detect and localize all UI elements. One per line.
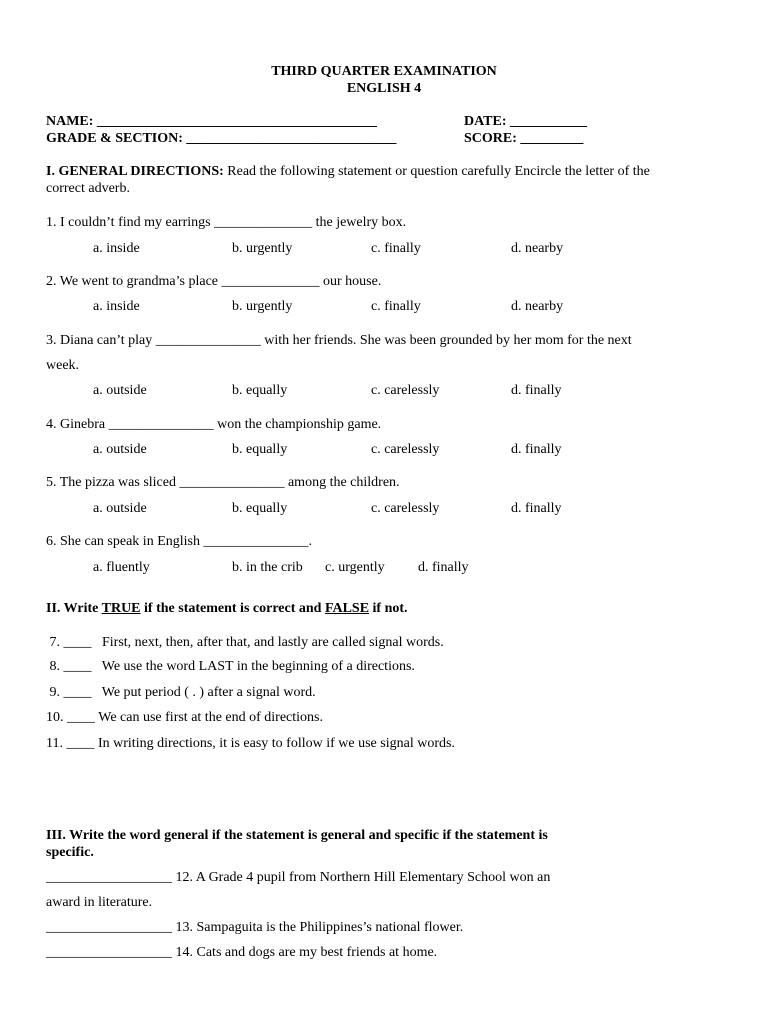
choice-3b[interactable]: b. equally — [232, 383, 288, 398]
false-word: FALSE — [324, 601, 370, 616]
choice-5c[interactable]: c. carelessly — [371, 501, 440, 516]
choice-4d[interactable]: d. finally — [511, 442, 562, 457]
part3-heading-cont: specific. — [46, 845, 94, 860]
statement-12[interactable]: __________________ 12. A Grade 4 pupil from Northern Hill Elementary School won an — [46, 870, 551, 885]
choice-1a[interactable]: a. inside — [93, 241, 140, 256]
choice-3d[interactable]: d. finally — [511, 383, 562, 398]
part1-directions-cont: correct adverb. — [46, 181, 130, 196]
question-4: 4. Ginebra _______________ won the championship game. — [46, 417, 382, 432]
choice-5b[interactable]: b. equally — [232, 501, 288, 516]
exam-subject: ENGLISH 4 — [346, 81, 422, 96]
choice-6d[interactable]: d. finally — [418, 560, 469, 575]
exam-title: THIRD QUARTER EXAMINATION — [271, 64, 497, 79]
statement-9[interactable]: 9. ____ We put period ( . ) after a signal word. — [46, 685, 316, 700]
choice-2d[interactable]: d. nearby — [511, 299, 564, 314]
choice-1b[interactable]: b. urgently — [232, 241, 293, 256]
statement-12-cont: award in literature. — [46, 895, 153, 910]
choice-1d[interactable]: d. nearby — [511, 241, 564, 256]
choice-6c[interactable]: c. urgently — [325, 560, 385, 575]
choice-5d[interactable]: d. finally — [511, 501, 562, 516]
part2-heading-mid: if the statement is correct and — [140, 601, 325, 616]
choice-4b[interactable]: b. equally — [232, 442, 288, 457]
part2-heading-post: if not. — [369, 601, 408, 616]
question-6: 6. She can speak in English _______________. — [46, 534, 312, 549]
statement-7[interactable]: 7. ____ First, next, then, after that, and lastly are called signal words. — [46, 635, 444, 650]
part1-directions-text: Read the following statement or question carefully Encircle the letter of the — [223, 164, 650, 179]
question-1: 1. I couldn’t find my earrings ______________ the jewelry box. — [46, 215, 407, 230]
statement-13[interactable]: __________________ 13. Sampaguita is the Philippines’s national flower. — [46, 920, 464, 935]
choice-3c[interactable]: c. carelessly — [371, 383, 440, 398]
statement-8[interactable]: 8. ____ We use the word LAST in the beginning of a directions. — [46, 659, 415, 674]
choice-2a[interactable]: a. inside — [93, 299, 140, 314]
part3-heading: III. Write the word general if the statement is general and specific if the statement is — [46, 828, 548, 843]
question-3-cont: week. — [46, 358, 80, 373]
statement-14[interactable]: __________________ 14. Cats and dogs are my best friends at home. — [46, 945, 438, 960]
part1-directions — [46, 164, 650, 180]
choice-1c[interactable]: c. finally — [371, 241, 421, 256]
name-field[interactable]: NAME: ________________________________________ — [46, 114, 377, 129]
choice-5a[interactable]: a. outside — [93, 501, 147, 516]
grade-section-field[interactable]: GRADE & SECTION: ______________________________ — [46, 131, 397, 146]
part2-heading-pre: II. Write — [46, 601, 102, 616]
question-2: 2. We went to grandma’s place ______________ our house. — [46, 274, 382, 289]
score-field[interactable]: SCORE: _________ — [464, 131, 584, 146]
choice-2b[interactable]: b. urgently — [232, 299, 293, 314]
choice-2c[interactable]: c. finally — [371, 299, 421, 314]
true-word: TRUE — [101, 601, 141, 616]
question-3: 3. Diana can’t play _______________ with her friends. She was been grounded by her mom for the next — [46, 333, 632, 348]
choice-6a[interactable]: a. fluently — [93, 560, 150, 575]
statement-10[interactable]: 10. ____ We can use first at the end of directions. — [46, 710, 323, 725]
part2-heading — [46, 601, 408, 617]
choice-4a[interactable]: a. outside — [93, 442, 147, 457]
choice-4c[interactable]: c. carelessly — [371, 442, 440, 457]
part1-heading: I. GENERAL DIRECTIONS: — [46, 164, 224, 179]
question-5: 5. The pizza was sliced _______________ among the children. — [46, 475, 400, 490]
choice-6b[interactable]: b. in the crib — [232, 560, 303, 575]
statement-11[interactable]: 11. ____ In writing directions, it is easy to follow if we use signal words. — [46, 736, 455, 751]
date-field[interactable]: DATE: ___________ — [464, 114, 588, 129]
choice-3a[interactable]: a. outside — [93, 383, 147, 398]
